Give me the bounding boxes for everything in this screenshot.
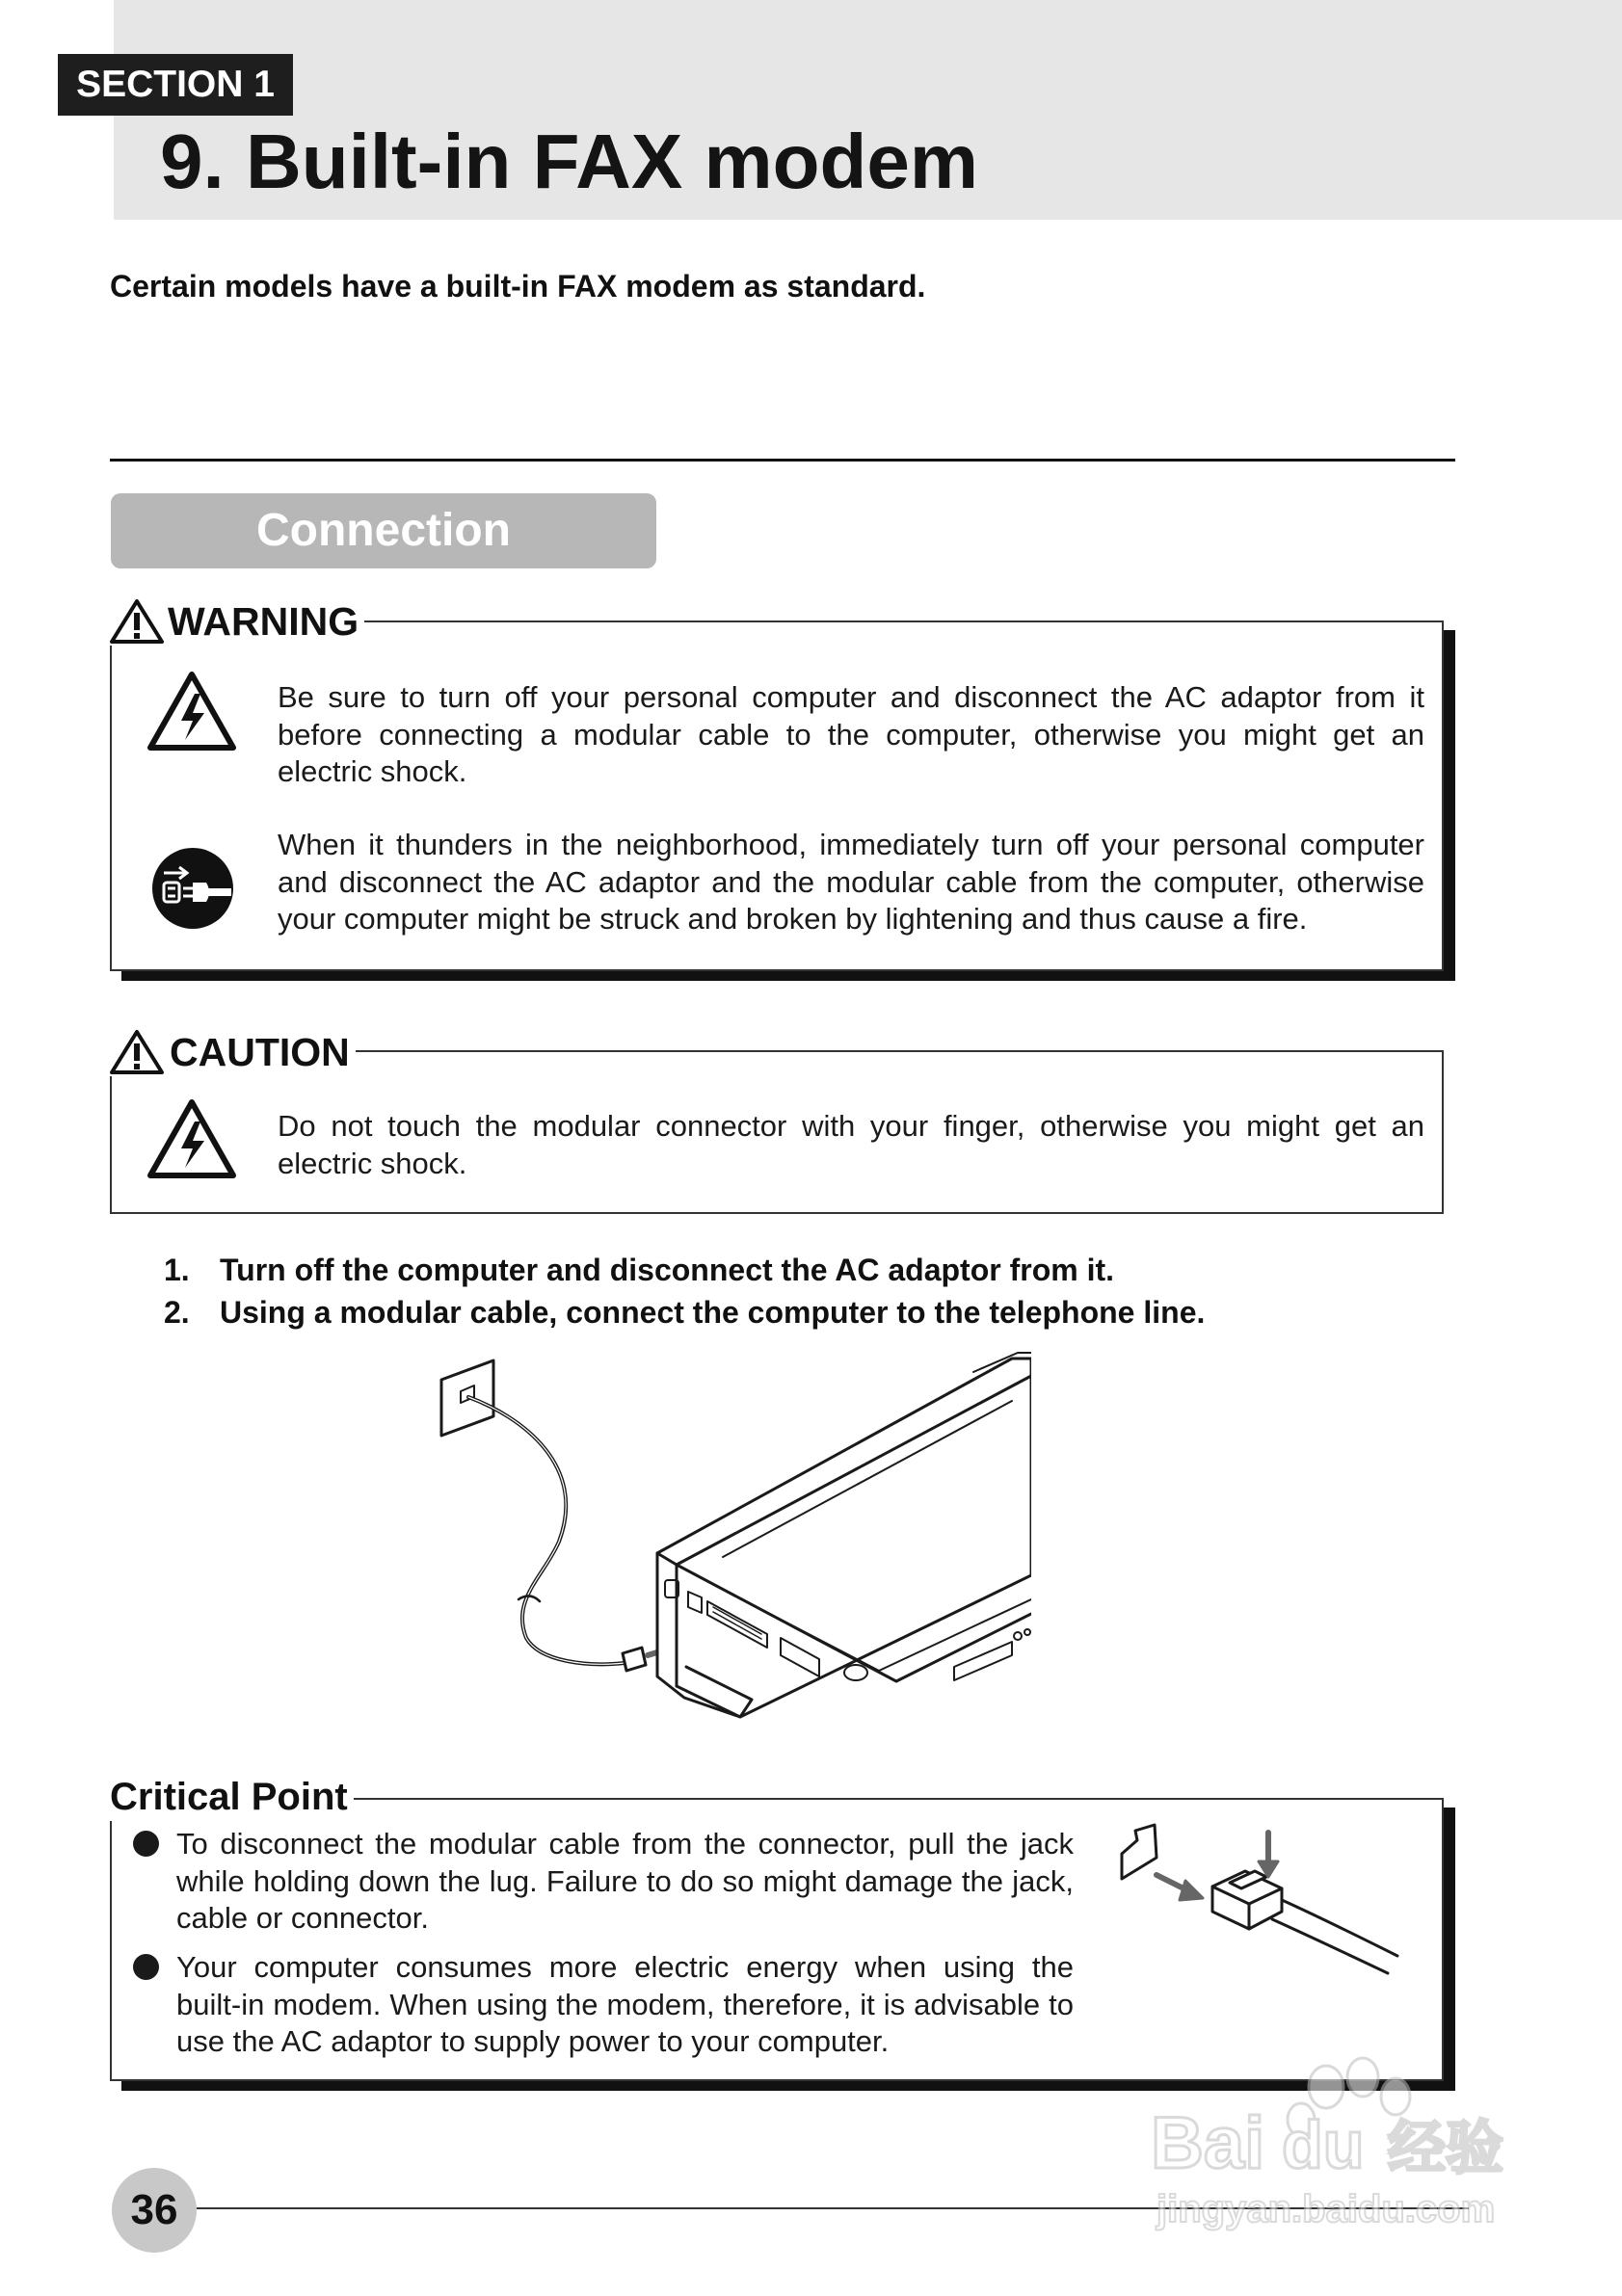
- critical-point-text: To disconnect the modular cable from the connector, pull the jack while holding down the lug. Failure to do so might damage the jack, cable or connector.: [176, 1827, 1074, 1935]
- svg-text:du: du: [1282, 2107, 1365, 2182]
- steps-list: [164, 1249, 1205, 1333]
- step-item: [164, 1291, 1205, 1333]
- modem-connection-illustration: [434, 1349, 1031, 1734]
- electric-shock-warning-icon: [146, 671, 237, 752]
- connection-heading: Connection: [111, 493, 656, 568]
- page-title: 9. Built-in FAX modem: [160, 119, 978, 204]
- bullet-icon: [133, 1831, 159, 1857]
- step-number: 2.: [164, 1295, 190, 1330]
- step-text: Using a modular cable, connect the computer to the telephone line.: [220, 1295, 1206, 1330]
- port-outline: [1122, 1825, 1157, 1879]
- caution-heading: [110, 1028, 356, 1076]
- caution-label: CAUTION: [170, 1029, 350, 1074]
- caution-paragraph: Do not touch the modular connector with your finger, otherwise you might get an electric shock.: [278, 1109, 1424, 1180]
- critical-point-heading: [110, 1773, 354, 1821]
- unplug-instruction-icon: [150, 846, 235, 931]
- modular-plug: [623, 1648, 646, 1671]
- laptop-body: [657, 1359, 1031, 1717]
- page-number: 36: [112, 2168, 197, 2253]
- critical-point-item: [133, 1826, 1074, 1938]
- svg-text:jingyan.baidu.com: jingyan.baidu.com: [1157, 2188, 1496, 2230]
- step-number: 1.: [164, 1253, 190, 1287]
- warning-label: WARNING: [168, 598, 359, 644]
- warning-paragraph-1: Be sure to turn off your personal computer and disconnect the AC adaptor from it before connecting a modular cable to the computer, otherwise you might get an electric shock.: [278, 680, 1424, 788]
- section-divider: [110, 459, 1455, 462]
- warning-paragraph-2: When it thunders in the neighborhood, immediately turn off your personal computer and disconnect the AC adaptor and the modular cable from the computer, otherwise your computer might be struck and broken by lightening and thus cause a fire.: [278, 828, 1424, 936]
- svg-text:Bai: Bai: [1151, 2102, 1265, 2184]
- caution-triangle-icon: [110, 1029, 164, 1075]
- warning-triangle-icon: [110, 598, 164, 645]
- critical-point-item: [133, 1949, 1074, 2061]
- electric-shock-warning-icon: [146, 1098, 237, 1179]
- baidu-watermark: [1147, 2043, 1532, 2255]
- svg-text:经验: 经验: [1388, 2115, 1503, 2182]
- critical-point-text: Your computer consumes more electric energy when using the built-in modem. When using the modem, therefore, it is advisable to use the AC adaptor to supply power to your computer.: [176, 1950, 1074, 2058]
- jack-removal-illustration: [1108, 1811, 1417, 2023]
- warning-heading: [110, 597, 364, 646]
- bullet-icon: [133, 1954, 159, 1980]
- critical-point-label: Critical Point: [110, 1775, 348, 1818]
- section-tag: SECTION 1: [58, 54, 293, 116]
- step-text: Turn off the computer and disconnect the AC adaptor from it.: [220, 1253, 1115, 1287]
- step-item: [164, 1249, 1205, 1291]
- intro-text: Certain models have a built-in FAX modem as standard.: [110, 269, 926, 303]
